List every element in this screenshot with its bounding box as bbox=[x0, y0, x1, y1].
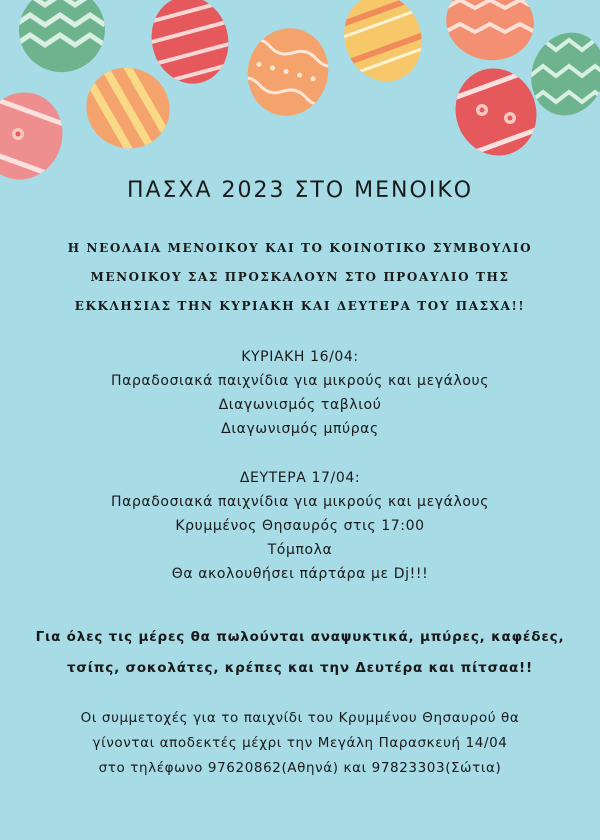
easter-egg-icon bbox=[323, 0, 445, 90]
easter-egg-icon bbox=[235, 20, 340, 130]
intro-line: ΕΚΚΛΗΣΙΑΣ ΤΗΝ ΚΥΡΙΑΚΗ ΚΑΙ ΔΕΥΤΕΡΑ ΤΟΥ ΠΑΣΧΑ!! bbox=[74, 299, 526, 313]
notice-line: τσίπς, σοκολάτες, κρέπες και την Δευτέρα και πίτσαα!! bbox=[67, 660, 533, 676]
monday-program bbox=[20, 466, 580, 586]
contact-line: γίνονται αποδεκτές μέχρι την Μεγάλη Παρασκευή 14/04 bbox=[92, 735, 508, 751]
program-item: Θα ακολουθήσει πάρτάρα με Dj!!! bbox=[171, 566, 429, 582]
intro-text bbox=[30, 234, 570, 321]
sunday-heading: ΚΥΡΙΑΚΗ 16/04: bbox=[241, 349, 359, 365]
program-item: Παραδοσιακά παιχνίδια για μικρούς και μεγάλους bbox=[110, 373, 490, 389]
program-item: Διαγωνισμός ταβλιού bbox=[218, 397, 382, 413]
refreshments-notice bbox=[10, 622, 590, 684]
program-item: Τόμπολα bbox=[267, 542, 333, 558]
program-item: Διαγωνισμός μπύρας bbox=[221, 421, 379, 437]
poster-title: ΠΑΣΧΑ 2023 ΣΤΟ ΜΕΝΟΙΚΟ bbox=[126, 178, 474, 203]
contact-line: Οι συμμετοχές για το παιχνίδι του Κρυμμένου Θησαυρού θα bbox=[80, 710, 520, 726]
easter-egg-icon bbox=[440, 0, 540, 70]
sunday-program bbox=[20, 345, 580, 441]
easter-egg-icon bbox=[0, 0, 120, 80]
program-item: Παραδοσιακά παιχνίδια για μικρούς και μεγάλους bbox=[110, 494, 490, 510]
intro-line: ΜΕΝΟΙΚΟΥ ΣΑΣ ΠΡΟΣΚΑΛΟΥΝ ΣΤΟ ΠΡΟΑΥΛΙΟ ΤΗΣ bbox=[90, 270, 510, 284]
program-item: Κρυμμένος Θησαυρός στις 17:00 bbox=[175, 518, 425, 534]
easter-eggs-decoration bbox=[0, 0, 600, 200]
contact-line: στο τηλέφωνο 97620862(Αθηνά) και 97823303(Σώτια) bbox=[98, 760, 502, 776]
contact-info bbox=[20, 706, 580, 781]
intro-line: Η ΝΕΟΛΑΙΑ ΜΕΝΟΙΚΟΥ ΚΑΙ ΤΟ ΚΟΙΝΟΤΙΚΟ ΣΥΜΒΟΥΛΙΟ bbox=[67, 241, 533, 255]
monday-heading: ΔΕΥΤΕΡΑ 17/04: bbox=[239, 470, 361, 486]
notice-line: Για όλες τις μέρες θα πωλούνται αναψυκτικά, μπύρες, καφέδες, bbox=[35, 629, 565, 645]
